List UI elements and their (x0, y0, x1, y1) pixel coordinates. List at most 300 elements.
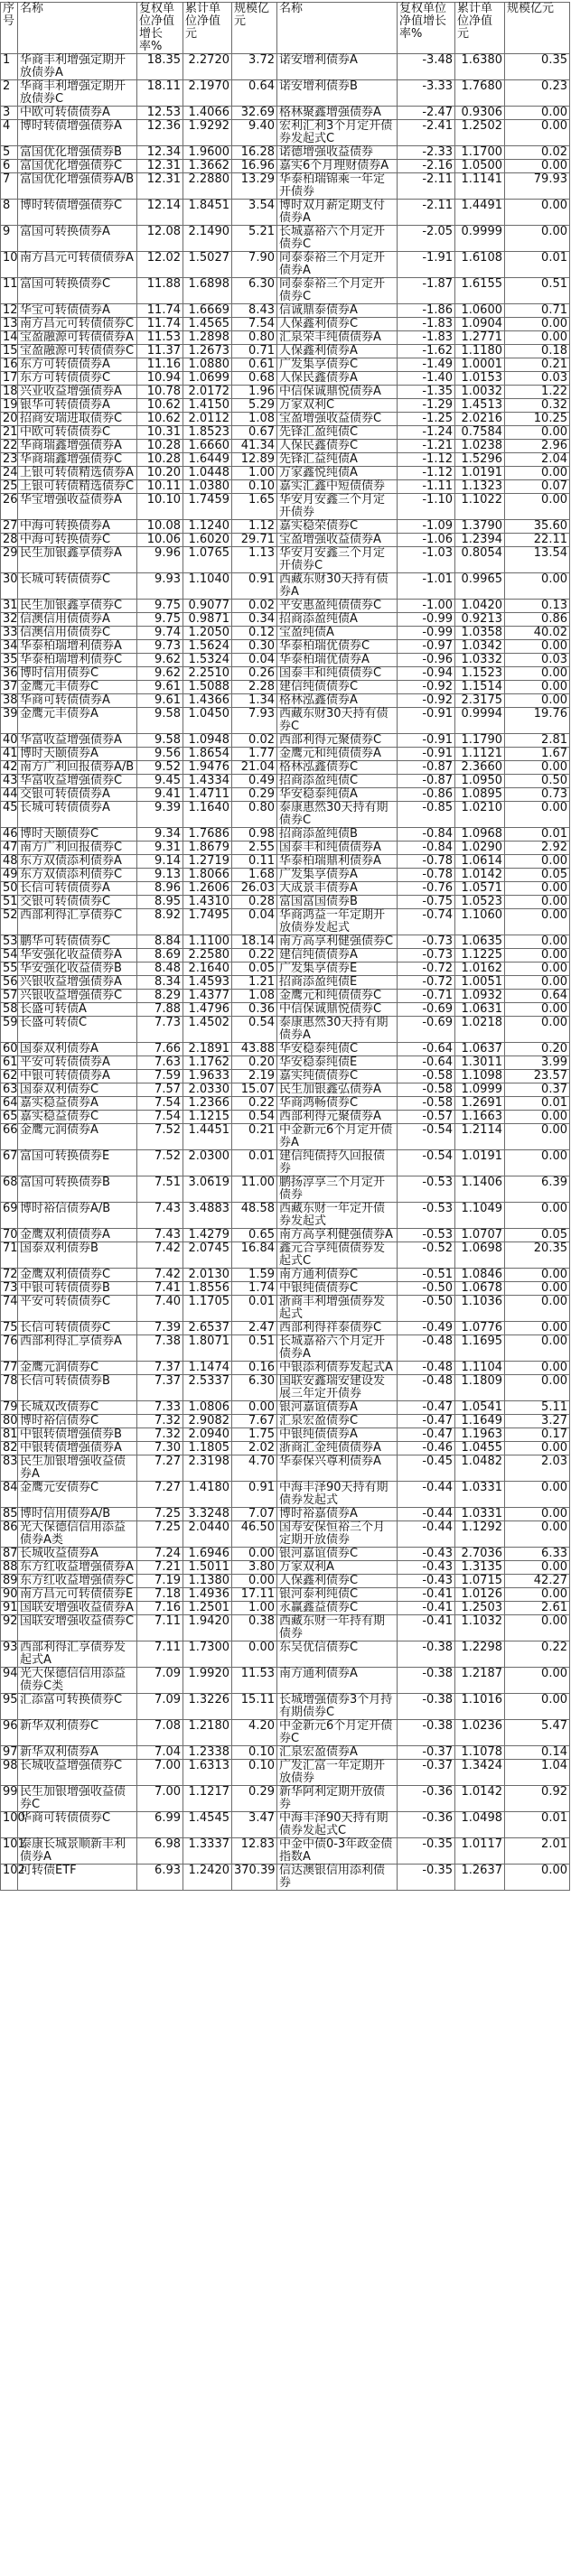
table-row (1, 1097, 570, 1111)
nav-right: 0.9994 (455, 708, 505, 734)
table-row (1, 748, 570, 761)
fund-name-left: 新华双利债券C (18, 1720, 137, 1746)
fund-name-right: 永赢鑫益债券C (277, 1602, 398, 1615)
fund-name-left: 嘉实稳益债券C (18, 1111, 137, 1124)
return-right: -0.43 (398, 1561, 455, 1575)
scale-right: 0.23 (505, 80, 570, 107)
return-left: 7.59 (137, 1070, 183, 1083)
scale-left: 7.67 (232, 1415, 277, 1428)
return-left: 7.38 (137, 1335, 183, 1362)
row-index: 71 (1, 1242, 18, 1269)
table-row (1, 547, 570, 573)
fund-name-right: 银河泰利纯债C (277, 1588, 398, 1602)
scale-left: 7.93 (232, 708, 277, 734)
scale-left: 1.08 (232, 990, 277, 1003)
scale-left: 0.51 (232, 1335, 277, 1362)
nav-left: 1.4334 (183, 775, 232, 788)
nav-right: 1.1523 (455, 667, 505, 681)
fund-name-right: 中金中债0-3年政金债指数A (277, 1838, 398, 1865)
return-right: -0.72 (398, 976, 455, 990)
row-index: 89 (1, 1575, 18, 1588)
row-index: 81 (1, 1428, 18, 1442)
return-left: 7.37 (137, 1375, 183, 1401)
nav-right: 1.6155 (455, 278, 505, 304)
nav-left: 2.0112 (183, 413, 232, 426)
fund-name-right: 同泰泰裕三个月定开债券A (277, 252, 398, 278)
fund-name-right: 格林聚鑫增强债券A (277, 107, 398, 120)
fund-name-left: 交银可转债债券C (18, 896, 137, 909)
fund-name-left: 南方昌元可转债债券A (18, 252, 137, 278)
row-index: 14 (1, 331, 18, 345)
scale-right: 0.32 (505, 399, 570, 413)
fund-name-left: 西部利得汇享债券C (18, 909, 137, 935)
fund-name-right: 平安惠盈纯债债券C (277, 600, 398, 613)
scale-left: 0.64 (232, 80, 277, 107)
fund-name-right: 国联安鑫瑞安建设发展三年定开债券 (277, 1375, 398, 1401)
fund-name-left: 华商丰利增强定期开放债券C (18, 80, 137, 107)
return-right: -0.64 (398, 1043, 455, 1056)
nav-right: 1.0218 (455, 1017, 505, 1043)
nav-left: 3.3248 (183, 1508, 232, 1521)
scale-right: 22.11 (505, 534, 570, 547)
scale-left: 0.16 (232, 1362, 277, 1375)
table-row (1, 1282, 570, 1296)
return-left: 7.04 (137, 1746, 183, 1760)
row-index: 16 (1, 358, 18, 372)
nav-left: 1.1640 (183, 802, 232, 828)
scale-left: 16.84 (232, 1242, 277, 1269)
scale-left: 26.03 (232, 882, 277, 896)
nav-right: 1.0126 (455, 1588, 505, 1602)
fund-name-right: 浙商汇金纯债债券A (277, 1442, 398, 1455)
row-index: 24 (1, 467, 18, 480)
return-left: 12.14 (137, 200, 183, 226)
return-right: -0.99 (398, 613, 455, 627)
scale-right: 1.04 (505, 1760, 570, 1786)
nav-right: 2.7036 (455, 1548, 505, 1561)
nav-left: 2.6537 (183, 1322, 232, 1335)
return-left: 7.42 (137, 1269, 183, 1282)
return-right: -0.44 (398, 1508, 455, 1521)
nav-right: 1.1141 (455, 173, 505, 200)
nav-left: 1.4279 (183, 1229, 232, 1242)
nav-left: 1.2180 (183, 1720, 232, 1746)
fund-name-left: 南方昌元可转债债券E (18, 1588, 137, 1602)
fund-name-left: 金鹰双利债债券A (18, 1229, 137, 1242)
nav-left: 2.2510 (183, 667, 232, 681)
return-left: 12.34 (137, 146, 183, 160)
table-row (1, 1111, 570, 1124)
fund-name-right: 华安月安鑫三个月定开债券 (277, 494, 398, 520)
fund-name-right: 招商添盈纯债C (277, 775, 398, 788)
table-row (1, 761, 570, 775)
scale-right: 23.57 (505, 1070, 570, 1083)
scale-right: 0.00 (505, 426, 570, 440)
scale-right: 0.00 (505, 694, 570, 708)
scale-left: 16.28 (232, 146, 277, 160)
nav-left: 1.2898 (183, 331, 232, 345)
fund-name-right: 长城嘉裕六个月定开债券A (277, 1335, 398, 1362)
nav-right: 1.0698 (455, 1242, 505, 1269)
row-index: 61 (1, 1056, 18, 1070)
nav-left: 1.4711 (183, 788, 232, 802)
return-right: -0.47 (398, 1415, 455, 1428)
fund-name-right: 中银纯债债券C (277, 1282, 398, 1296)
nav-left: 1.7459 (183, 494, 232, 520)
table-row (1, 627, 570, 640)
fund-name-left: 可转债ETF (18, 1865, 137, 1891)
row-index: 8 (1, 200, 18, 226)
row-index: 43 (1, 775, 18, 788)
return-right: -0.73 (398, 935, 455, 949)
nav-right: 1.1406 (455, 1176, 505, 1203)
return-left: 7.27 (137, 1455, 183, 1482)
row-index: 57 (1, 990, 18, 1003)
fund-name-left: 东方双债添利债券A (18, 855, 137, 869)
table-row (1, 146, 570, 160)
nav-left: 2.5337 (183, 1375, 232, 1401)
table-row (1, 1442, 570, 1455)
scale-left: 4.20 (232, 1720, 277, 1746)
scale-right: 40.02 (505, 627, 570, 640)
fund-name-right: 宏利汇利3个月定开债券发起式C (277, 120, 398, 146)
return-right: -0.91 (398, 734, 455, 748)
nav-right: 0.8054 (455, 547, 505, 573)
fund-name-right: 西藏东财一年持有期债券 (277, 1615, 398, 1641)
return-right: -1.01 (398, 573, 455, 600)
fund-name-right: 西部利得祥泰债券C (277, 1322, 398, 1335)
return-right: -0.87 (398, 761, 455, 775)
row-index: 76 (1, 1335, 18, 1362)
scale-left: 0.04 (232, 909, 277, 935)
row-index: 37 (1, 681, 18, 694)
fund-name-left: 华富收益增强债券C (18, 775, 137, 788)
return-left: 8.95 (137, 896, 183, 909)
return-right: -0.94 (398, 667, 455, 681)
scale-right: 13.54 (505, 547, 570, 573)
fund-name-left: 博时转债增强债券A (18, 120, 137, 146)
table-row (1, 882, 570, 896)
fund-name-left: 金鹰双利债债券C (18, 1269, 137, 1282)
fund-name-left: 华商瑞鑫增强债券A (18, 440, 137, 453)
nav-left: 2.3198 (183, 1455, 232, 1482)
scale-left: 0.28 (232, 896, 277, 909)
nav-right: 1.0999 (455, 1083, 505, 1097)
scale-left: 29.71 (232, 534, 277, 547)
nav-right: 1.0236 (455, 1720, 505, 1746)
fund-name-left: 招商安瑞进取债券C (18, 413, 137, 426)
fund-name-right: 广发集享债券A (277, 869, 398, 882)
return-right: -1.62 (398, 345, 455, 358)
nav-right: 0.7584 (455, 426, 505, 440)
nav-right: 2.3175 (455, 694, 505, 708)
fund-name-left: 宝盈融源可转债债券C (18, 345, 137, 358)
return-left: 7.66 (137, 1043, 183, 1056)
nav-left: 1.8523 (183, 426, 232, 440)
return-left: 7.00 (137, 1786, 183, 1812)
scale-right: 5.11 (505, 1401, 570, 1415)
return-right: -2.11 (398, 173, 455, 200)
nav-left: 1.4545 (183, 1812, 232, 1838)
scale-right: 0.00 (505, 640, 570, 654)
nav-right: 1.3135 (455, 1561, 505, 1575)
fund-name-left: 中银转债增强债券B (18, 1428, 137, 1442)
row-index: 98 (1, 1760, 18, 1786)
fund-name-right: 中金新元6个月定开债券C (277, 1720, 398, 1746)
row-index: 101 (1, 1838, 18, 1865)
table-row (1, 440, 570, 453)
table-row (1, 1003, 570, 1017)
return-right: -0.58 (398, 1083, 455, 1097)
nav-right: 1.1016 (455, 1694, 505, 1720)
fund-name-left: 金鹰元润债券A (18, 1124, 137, 1150)
fund-name-right: 人保鑫利债券C (277, 318, 398, 331)
scale-left: 41.34 (232, 440, 277, 453)
fund-name-left: 长城可转债债券A (18, 802, 137, 828)
nav-left: 1.4150 (183, 399, 232, 413)
scale-left: 21.04 (232, 761, 277, 775)
fund-name-right: 西藏东财30天持有债券C (277, 708, 398, 734)
return-left: 10.08 (137, 520, 183, 534)
nav-right: 1.1036 (455, 1296, 505, 1322)
table-row (1, 1575, 570, 1588)
scale-right: 0.35 (505, 54, 570, 80)
fund-name-right: 华商鸿益一年定期开放债券发起式 (277, 909, 398, 935)
return-right: -1.06 (398, 534, 455, 547)
return-left: 9.31 (137, 842, 183, 855)
scale-left: 1.59 (232, 1269, 277, 1282)
return-right: -0.73 (398, 949, 455, 963)
row-index: 56 (1, 976, 18, 990)
table-row (1, 1335, 570, 1362)
table-row (1, 694, 570, 708)
return-left: 6.99 (137, 1812, 183, 1838)
return-left: 7.73 (137, 1017, 183, 1043)
fund-name-left: 信澳信用债债券C (18, 627, 137, 640)
nav-right: 1.0904 (455, 318, 505, 331)
return-right: -0.38 (398, 1668, 455, 1694)
nav-right: 1.0191 (455, 1150, 505, 1176)
return-right: -0.99 (398, 627, 455, 640)
scale-left: 1.00 (232, 1602, 277, 1615)
scale-left: 0.49 (232, 775, 277, 788)
fund-name-left: 长城收益增强债券C (18, 1760, 137, 1786)
return-left: 7.09 (137, 1668, 183, 1694)
scale-right: 0.21 (505, 358, 570, 372)
table-row (1, 331, 570, 345)
table-row (1, 226, 570, 252)
nav-left: 1.6313 (183, 1760, 232, 1786)
return-right: -1.10 (398, 494, 455, 520)
scale-left: 6.30 (232, 1375, 277, 1401)
table-row (1, 520, 570, 534)
table-row (1, 304, 570, 318)
nav-right: 1.1225 (455, 949, 505, 963)
fund-name-left: 金鹰元丰债券C (18, 681, 137, 694)
row-index: 10 (1, 252, 18, 278)
return-left: 7.51 (137, 1176, 183, 1203)
row-index: 29 (1, 547, 18, 573)
scale-left: 0.21 (232, 1124, 277, 1150)
nav-right: 1.1180 (455, 345, 505, 358)
nav-right: 1.0776 (455, 1322, 505, 1335)
return-left: 7.88 (137, 1003, 183, 1017)
table-row (1, 1615, 570, 1641)
table-row (1, 949, 570, 963)
row-index: 84 (1, 1482, 18, 1508)
return-left: 7.41 (137, 1282, 183, 1296)
fund-name-right: 国寿安保恒裕三个月定期开放债券 (277, 1521, 398, 1548)
nav-right: 1.0238 (455, 440, 505, 453)
fund-name-left: 长城收益债券A (18, 1548, 137, 1561)
return-left: 7.25 (137, 1508, 183, 1521)
fund-name-left: 中海可转换债券C (18, 534, 137, 547)
row-index: 27 (1, 520, 18, 534)
scale-right: 0.00 (505, 1668, 570, 1694)
return-right: -0.91 (398, 748, 455, 761)
table-row (1, 613, 570, 627)
table-row (1, 1548, 570, 1561)
scale-right: 0.00 (505, 1124, 570, 1150)
scale-left: 370.39 (232, 1865, 277, 1891)
nav-left: 1.1215 (183, 1111, 232, 1124)
nav-right: 1.0482 (455, 1455, 505, 1482)
scale-right: 0.86 (505, 613, 570, 627)
row-index: 54 (1, 949, 18, 963)
return-left: 10.78 (137, 386, 183, 399)
scale-left: 11.53 (232, 1668, 277, 1694)
scale-left: 0.91 (232, 1482, 277, 1508)
return-left: 12.36 (137, 120, 183, 146)
scale-left: 0.80 (232, 802, 277, 828)
nav-left: 1.0880 (183, 358, 232, 372)
nav-left: 1.4796 (183, 1003, 232, 1017)
scale-right: 0.51 (505, 278, 570, 304)
nav-left: 1.1762 (183, 1056, 232, 1070)
table-row (1, 855, 570, 869)
return-right: -1.12 (398, 453, 455, 467)
nav-right: 1.0032 (455, 386, 505, 399)
scale-left: 0.65 (232, 1229, 277, 1242)
nav-right: 1.6380 (455, 54, 505, 80)
fund-name-left: 华泰柏瑞增利债券C (18, 654, 137, 667)
nav-left: 1.0380 (183, 480, 232, 494)
scale-right: 0.00 (505, 935, 570, 949)
fund-name-right: 银河嘉谊债券A (277, 1401, 398, 1415)
table-row (1, 467, 570, 480)
fund-name-left: 西部利得汇享债券A (18, 1335, 137, 1362)
table-row (1, 1229, 570, 1242)
fund-name-left: 中欧可转债债券A (18, 107, 137, 120)
nav-right: 1.0932 (455, 990, 505, 1003)
return-right: -0.76 (398, 882, 455, 896)
nav-left: 1.2420 (183, 1865, 232, 1891)
scale-right: 0.02 (505, 146, 570, 160)
row-index: 53 (1, 935, 18, 949)
nav-left: 1.4377 (183, 990, 232, 1003)
fund-name-left: 博时信用债券C (18, 667, 137, 681)
nav-right: 1.1121 (455, 748, 505, 761)
fund-name-right: 南方通利债券C (277, 1269, 398, 1282)
scale-left: 0.30 (232, 640, 277, 654)
scale-left: 2.02 (232, 1442, 277, 1455)
return-right: -0.53 (398, 1203, 455, 1229)
row-index: 62 (1, 1070, 18, 1083)
fund-name-right: 中海丰泽90天持有期债券发起式C (277, 1812, 398, 1838)
scale-left: 0.04 (232, 654, 277, 667)
row-index: 34 (1, 640, 18, 654)
row-index: 20 (1, 413, 18, 426)
nav-left: 1.4066 (183, 107, 232, 120)
return-left: 7.11 (137, 1641, 183, 1668)
return-right: -2.11 (398, 200, 455, 226)
nav-right: 1.0332 (455, 654, 505, 667)
scale-right: 0.00 (505, 467, 570, 480)
return-left: 7.00 (137, 1760, 183, 1786)
nav-right: 2.3660 (455, 761, 505, 775)
scale-left: 0.22 (232, 949, 277, 963)
fund-name-right: 人保鑫利债券A (277, 345, 398, 358)
nav-right: 1.0707 (455, 1229, 505, 1242)
return-right: -0.84 (398, 828, 455, 842)
scale-right: 0.92 (505, 1786, 570, 1812)
scale-right: 6.39 (505, 1176, 570, 1203)
fund-name-left: 东方红收益增强债券C (18, 1575, 137, 1588)
nav-right: 1.0051 (455, 976, 505, 990)
return-right: -0.37 (398, 1746, 455, 1760)
nav-right: 1.1790 (455, 734, 505, 748)
nav-right: 1.1022 (455, 494, 505, 520)
fund-name-right: 西藏东财一年定开债券发起式 (277, 1203, 398, 1229)
nav-right: 1.1032 (455, 1615, 505, 1641)
fund-name-left: 民生加银增强收益债券A (18, 1455, 137, 1482)
return-right: -0.54 (398, 1124, 455, 1150)
scale-right: 0.13 (505, 600, 570, 613)
row-index: 64 (1, 1097, 18, 1111)
scale-left: 0.22 (232, 1097, 277, 1111)
row-index: 44 (1, 788, 18, 802)
fund-name-right: 浙商丰利增强债券发起式 (277, 1296, 398, 1322)
fund-name-left: 中银可转债债券A (18, 1070, 137, 1083)
return-right: -0.43 (398, 1575, 455, 1588)
fund-name-right: 银河嘉谊债券C (277, 1548, 398, 1561)
return-left: 10.31 (137, 426, 183, 440)
row-index: 87 (1, 1548, 18, 1561)
return-left: 8.48 (137, 963, 183, 976)
table-row (1, 1150, 570, 1176)
return-left: 7.24 (137, 1548, 183, 1561)
nav-right: 1.2637 (455, 1865, 505, 1891)
fund-name-right: 万家鑫悦纯债A (277, 467, 398, 480)
nav-left: 1.2366 (183, 1097, 232, 1111)
fund-name-right: 嘉实汇鑫中短债债券 (277, 480, 398, 494)
return-left: 7.21 (137, 1561, 183, 1575)
return-right: -2.33 (398, 146, 455, 160)
row-index: 7 (1, 173, 18, 200)
table-row (1, 681, 570, 694)
row-index: 30 (1, 573, 18, 600)
fund-name-left: 东方可转债债券C (18, 372, 137, 386)
nav-right: 1.0142 (455, 869, 505, 882)
table-row (1, 1296, 570, 1322)
fund-name-left: 华泰柏瑞增利债券A (18, 640, 137, 654)
nav-left: 1.4565 (183, 318, 232, 331)
return-left: 7.09 (137, 1694, 183, 1720)
row-index: 67 (1, 1150, 18, 1176)
fund-name-right: 长城嘉裕六个月定开债券C (277, 226, 398, 252)
scale-left: 3.47 (232, 1812, 277, 1838)
table-row (1, 1415, 570, 1428)
